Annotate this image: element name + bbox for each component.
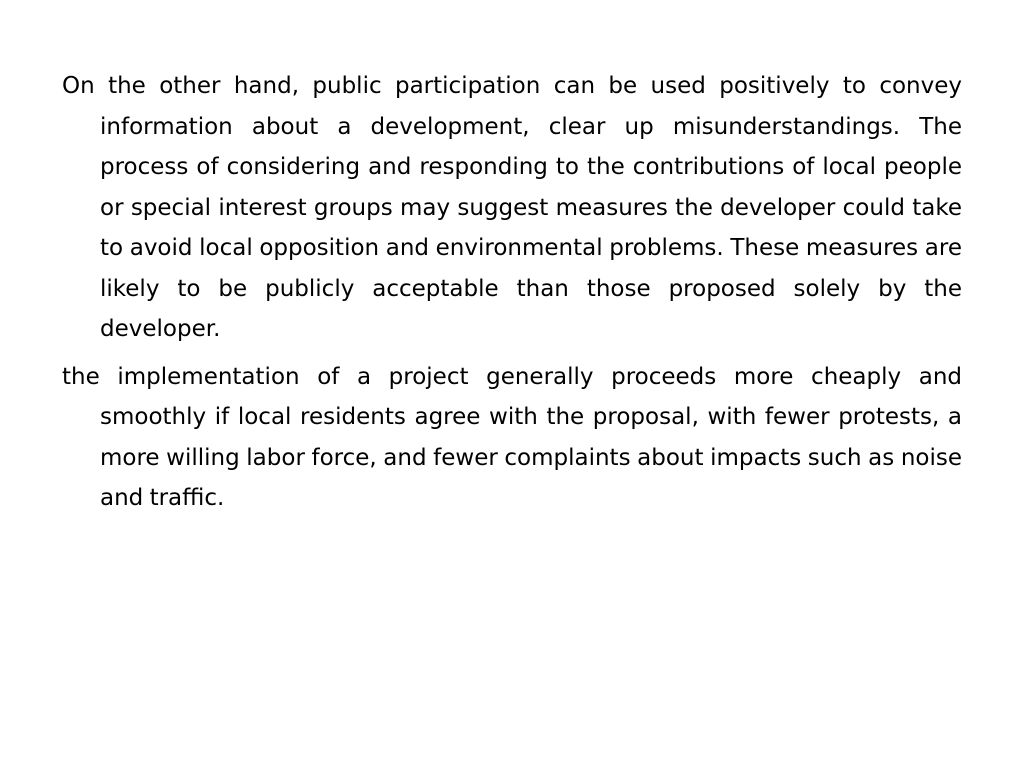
paragraph-public-participation: On the other hand, public participation can be used positively to convey information about a development, clear up misunderstandings. The process of considering and responding to the contributions of local people or special interest groups may suggest measures the developer could take to avoid local opposition and environmental problems. These measures are likely to be publicly acceptable than those proposed solely by the developer. [62,73,962,342]
slide-body [62,66,962,519]
paragraph-project-implementation: the implementation of a project generally proceeds more cheaply and smoothly if local residents agree with the proposal, with fewer protests, a more willing labor force, and fewer complaints about impacts such as noise and traffic. [62,363,962,511]
